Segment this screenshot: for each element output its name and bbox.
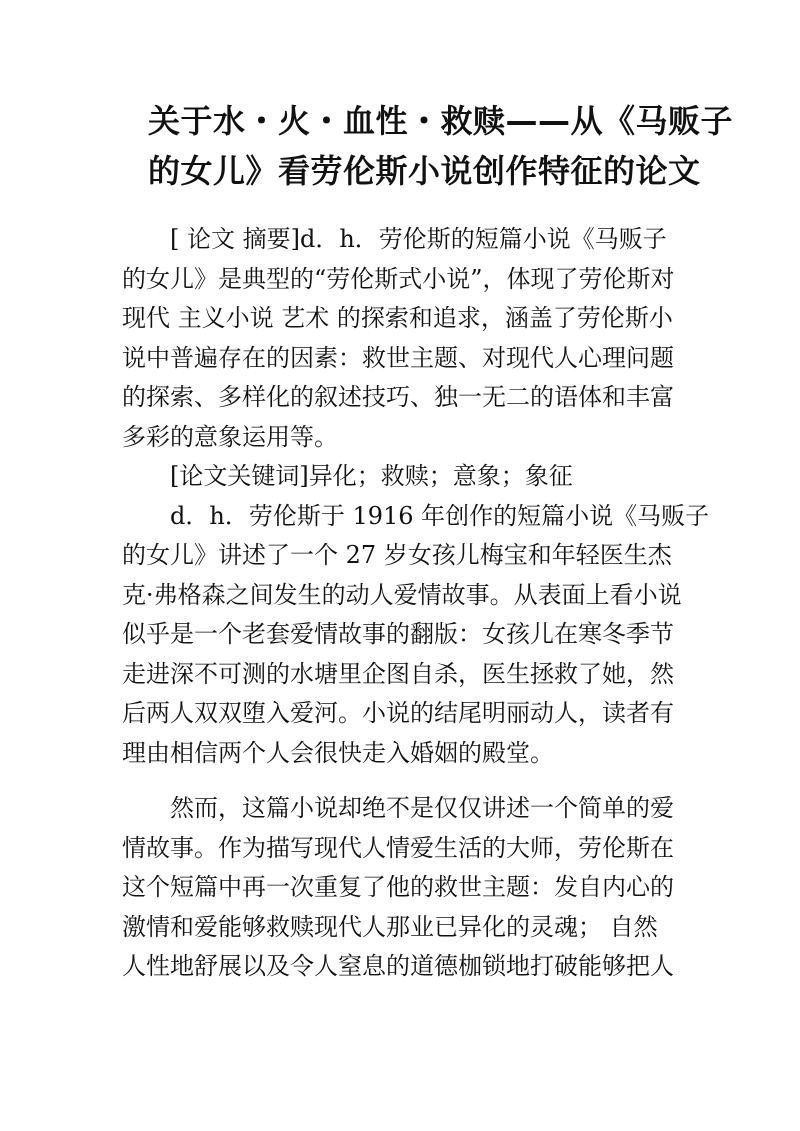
abstract-paragraph xyxy=(122,220,684,457)
text-line: 这个短篇中再一次重复了他的救世主题：发自内心的 xyxy=(122,873,674,901)
text-line: 然而，这篇小说却绝不是仅仅讲述一个简单的爱 xyxy=(170,794,674,822)
text-line: d．h．劳伦斯于 1916 年创作的短篇小说《马贩子 xyxy=(170,501,710,530)
text-line: 现代 主义小说 艺术 的探索和追求，涵盖了劳伦斯小 xyxy=(122,304,673,332)
keywords-paragraph xyxy=(122,457,684,497)
text-line: [ 论文 摘要]d．h．劳伦斯的短篇小说《马贩子 xyxy=(170,225,667,253)
text-line: 的探索、多样化的叙述技巧、独一无二的语体和丰富 xyxy=(122,383,674,411)
document-body xyxy=(122,220,710,987)
text-line: 的女儿》讲述了一个 27 岁女孩儿梅宝和年轻医生杰 xyxy=(122,541,672,569)
body-paragraph xyxy=(122,497,710,774)
text-line: 走进深不可测的水塘里企图自杀，医生拯救了她，然 xyxy=(122,659,674,688)
text-line: 的女儿》是典型的“劳伦斯式小说”，体现了劳伦斯对 xyxy=(122,264,675,293)
body-paragraph xyxy=(122,789,684,987)
title-line: 关于水・火・血性・救赎——从《马贩子 xyxy=(148,102,734,140)
text-line: 理由相信两个人会很快走入婚姻的殿堂。 xyxy=(122,738,554,767)
text-line: 人性地舒展以及令人窒息的道德枷锁地打破能够把人 xyxy=(122,952,674,980)
text-line: 克·弗格森之间发生的动人爱情故事。从表面上看小说 xyxy=(122,580,682,609)
text-line: 情故事。作为描写现代人情爱生活的大师，劳伦斯在 xyxy=(122,833,674,862)
text-line: 说中普遍存在的因素：救世主题、对现代人心理问题 xyxy=(122,343,674,372)
text-line: 似乎是一个老套爱情故事的翻版：女孩儿在寒冬季节 xyxy=(122,620,674,648)
title-line: 的女儿》看劳伦斯小说创作特征的论文 xyxy=(148,152,701,190)
text-line: 激情和爱能够救赎现代人那业已异化的灵魂； 自然 xyxy=(122,912,658,941)
text-line: 多彩的意象运用等。 xyxy=(122,422,338,451)
document-title xyxy=(148,96,734,196)
text-line: 后两人双双堕入爱河。小说的结尾明丽动人，读者有 xyxy=(122,699,674,727)
text-line: [论文关键词]异化；救赎；意象；象征 xyxy=(170,462,573,490)
